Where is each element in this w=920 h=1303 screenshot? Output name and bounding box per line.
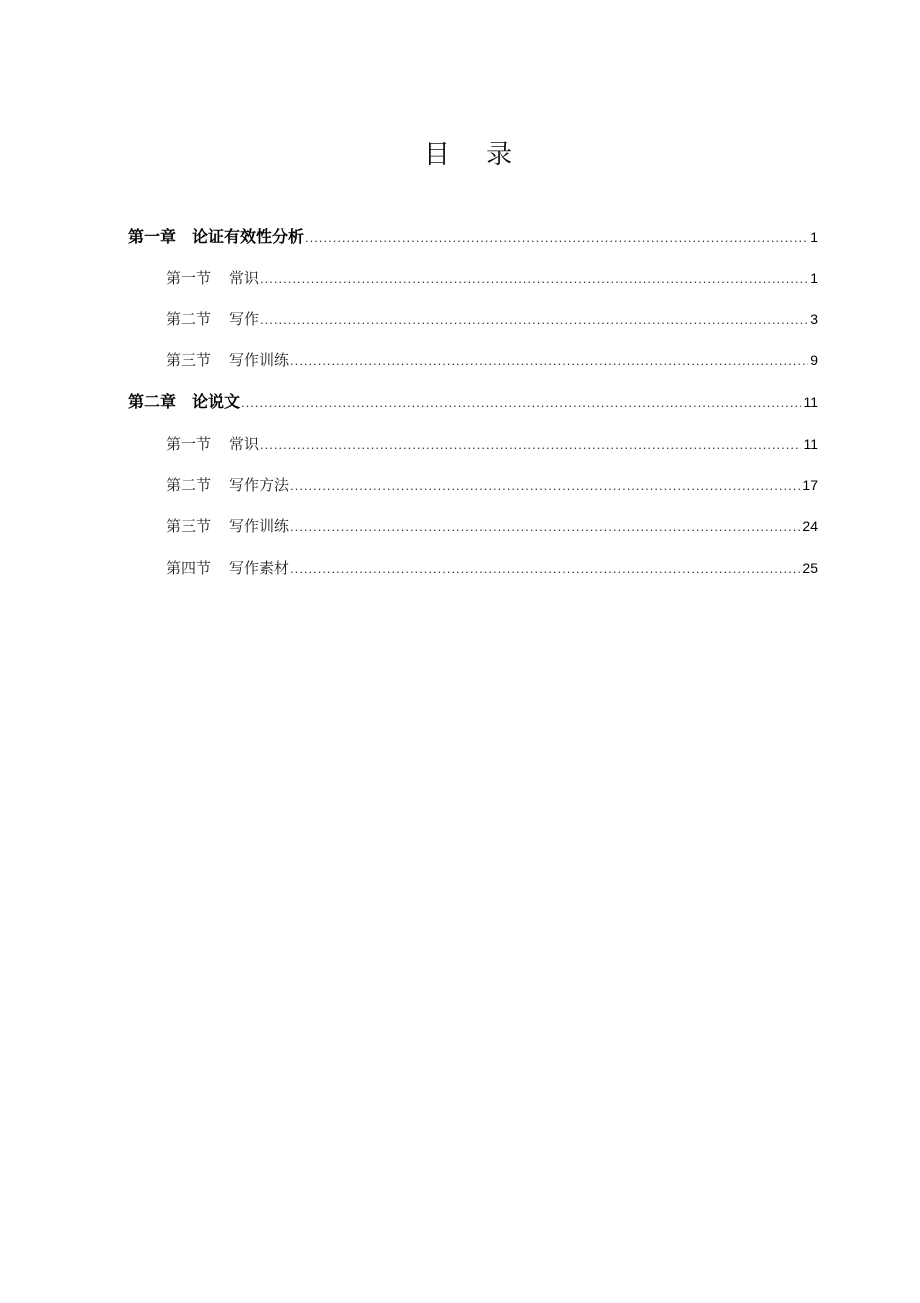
dot-leader <box>241 391 801 415</box>
dot-leader <box>305 226 808 250</box>
toc-entry-number: 第二节 <box>166 310 212 328</box>
toc-entry-number: 第三节 <box>166 517 212 535</box>
toc-section-entry[interactable] <box>166 266 818 290</box>
toc-section-entry[interactable] <box>166 348 818 372</box>
toc-entry-number: 第一节 <box>166 269 212 287</box>
toc-entry-title: 写作训练 <box>229 351 290 369</box>
toc-entry-number: 第三节 <box>166 351 212 369</box>
toc-entry-page: 11 <box>803 436 818 452</box>
toc-entry-title: 论证有效性分析 <box>192 227 305 246</box>
toc-heading: 目 录 <box>423 140 527 170</box>
toc-entry-title: 常识 <box>229 435 260 453</box>
dot-leader <box>290 557 800 581</box>
dot-leader <box>290 515 800 539</box>
toc-section-entry[interactable] <box>166 473 818 497</box>
toc-entry-page: 17 <box>802 477 818 493</box>
dot-leader <box>290 349 808 373</box>
toc-entry-page: 11 <box>803 394 818 410</box>
dot-leader <box>260 433 801 457</box>
toc-entry-title: 常识 <box>229 269 260 287</box>
toc-chapter-entry[interactable] <box>128 225 818 249</box>
dot-leader <box>290 474 800 498</box>
toc-entry-title: 写作 <box>229 310 260 328</box>
dot-leader <box>260 267 808 291</box>
toc-entry-page: 9 <box>810 352 818 368</box>
toc-entry-title: 写作素材 <box>229 559 290 577</box>
toc-entry-title: 写作训练 <box>229 517 290 535</box>
toc-section-entry[interactable] <box>166 307 818 331</box>
toc-entry-title: 论说文 <box>192 392 241 411</box>
dot-leader <box>260 308 808 332</box>
toc-entry-page: 1 <box>810 229 818 245</box>
toc-entry-number: 第四节 <box>166 559 212 577</box>
toc-entry-page: 3 <box>810 311 818 327</box>
toc-entry-number: 第一节 <box>166 435 212 453</box>
toc-chapter-entry[interactable] <box>128 390 818 414</box>
toc-entry-page: 24 <box>802 518 818 534</box>
toc-entry-number: 第二节 <box>166 476 212 494</box>
toc-section-entry[interactable] <box>166 514 818 538</box>
toc-entry-page: 1 <box>810 270 818 286</box>
toc-entry-title: 写作方法 <box>229 476 290 494</box>
toc-entry-page: 25 <box>802 560 818 576</box>
toc-section-entry[interactable] <box>166 432 818 456</box>
toc-entry-number: 第二章 <box>128 392 177 411</box>
toc-entry-number: 第一章 <box>128 227 177 246</box>
toc-section-entry[interactable] <box>166 556 818 580</box>
